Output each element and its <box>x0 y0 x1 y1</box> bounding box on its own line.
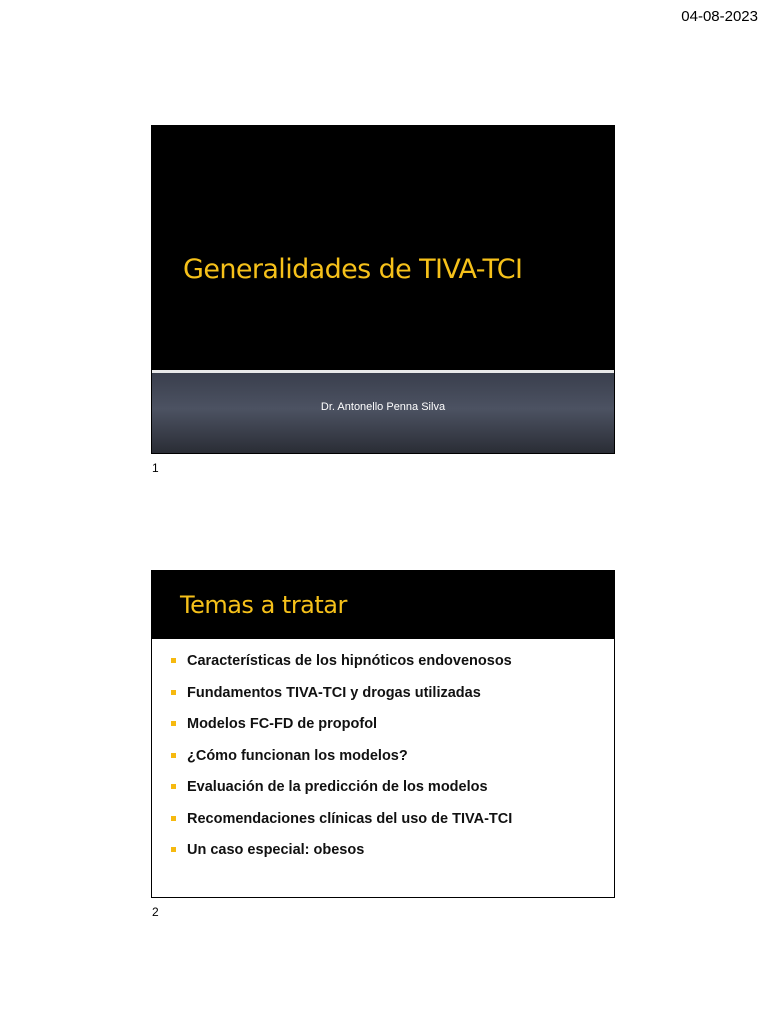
slide-1-title-area <box>152 126 614 370</box>
bullet-square-icon <box>171 753 176 758</box>
slide-2-title: Temas a tratar <box>180 591 347 619</box>
bullet-text: Un caso especial: obesos <box>187 842 365 858</box>
bullet-text: Fundamentos TIVA-TCI y drogas utilizadas <box>187 684 481 701</box>
bullet-item <box>171 653 512 685</box>
bullet-square-icon <box>171 816 176 821</box>
bullet-text: ¿Cómo funcionan los modelos? <box>187 747 408 764</box>
slide-1-number: 1 <box>152 461 159 475</box>
slide-2-number: 2 <box>152 905 159 919</box>
bullet-square-icon <box>171 658 176 663</box>
slide-1 <box>151 125 615 454</box>
bullet-item <box>171 716 512 748</box>
slide-1-title: Generalidades de TIVA-TCI <box>183 254 523 285</box>
slide-1-subtitle-area <box>152 373 614 453</box>
bullet-item <box>171 779 512 811</box>
slide-1-subtitle: Dr. Antonello Penna Silva <box>320 401 446 413</box>
bullet-square-icon <box>171 690 176 695</box>
bullet-item <box>171 842 512 874</box>
bullet-item <box>171 748 512 780</box>
page-date: 04-08-2023 <box>681 8 758 25</box>
bullet-item <box>171 685 512 717</box>
bullet-text: Evaluación de la predicción de los modelos <box>187 779 488 795</box>
bullet-text: Características de los hipnóticos endovenosos <box>187 653 512 669</box>
slide-2 <box>151 570 615 898</box>
bullet-square-icon <box>171 721 176 726</box>
bullet-text: Modelos FC-FD de propofol <box>187 716 378 732</box>
bullet-square-icon <box>171 784 176 789</box>
bullet-item <box>171 811 512 843</box>
bullet-text: Recomendaciones clínicas del uso de TIVA-TCI <box>187 810 513 827</box>
slide-2-bullet-list <box>171 653 512 874</box>
slide-2-header <box>152 571 614 639</box>
bullet-square-icon <box>171 847 176 852</box>
